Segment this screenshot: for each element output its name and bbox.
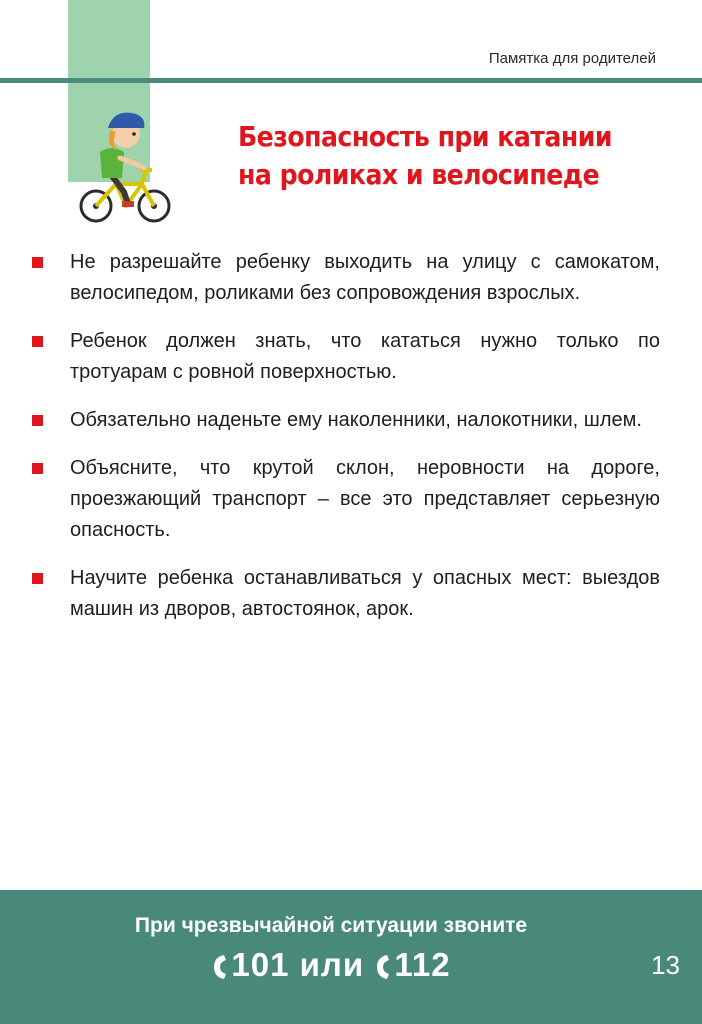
list-item	[28, 326, 660, 388]
tip-text: Не разрешайте ребенку выходить на улицу с самокатом, велосипедом, роликами без сопровождения взрослых.	[70, 251, 660, 304]
red-square-bullet-icon	[32, 415, 43, 426]
red-square-bullet-icon	[32, 257, 43, 268]
phone-handset-icon	[374, 952, 392, 982]
page-number: 13	[651, 950, 680, 980]
header-label: Памятка для родителей	[488, 50, 656, 67]
phone-number-112: 112	[394, 946, 451, 983]
red-square-bullet-icon	[32, 336, 43, 347]
tip-text: Обязательно наденьте ему наколенники, налокотники, шлем.	[70, 409, 642, 431]
emergency-footer	[0, 890, 702, 1024]
title-line-1: Безопасность при катании	[238, 120, 612, 153]
safety-tips-list	[28, 247, 660, 642]
list-item	[28, 453, 660, 546]
list-item	[28, 405, 660, 436]
emergency-phone-numbers	[0, 946, 702, 984]
tip-text: Ребенок должен знать, что кататься нужно только по тротуарам с ровной поверхностью.	[70, 330, 660, 383]
phone-number-101: 101	[231, 946, 290, 983]
list-item	[28, 247, 660, 309]
list-item	[28, 563, 660, 625]
red-square-bullet-icon	[32, 573, 43, 584]
child-on-bicycle-illustration	[76, 100, 176, 226]
tip-text: Научите ребенка останавливаться у опасных мест: выездов машин из дворов, автостоянок, арок.	[70, 567, 660, 620]
phone-separator: или	[299, 946, 365, 983]
header-divider	[0, 78, 702, 83]
red-square-bullet-icon	[32, 463, 43, 474]
phone-handset-icon	[211, 952, 229, 982]
tip-text: Объясните, что крутой склон, неровности на дороге, проезжающий транспорт – все это представляет серьезную опасность.	[70, 457, 660, 541]
title-line-2: на роликах и велосипеде	[238, 158, 600, 191]
page-title	[238, 118, 634, 194]
emergency-call-text: При чрезвычайной ситуации звоните	[134, 914, 528, 937]
